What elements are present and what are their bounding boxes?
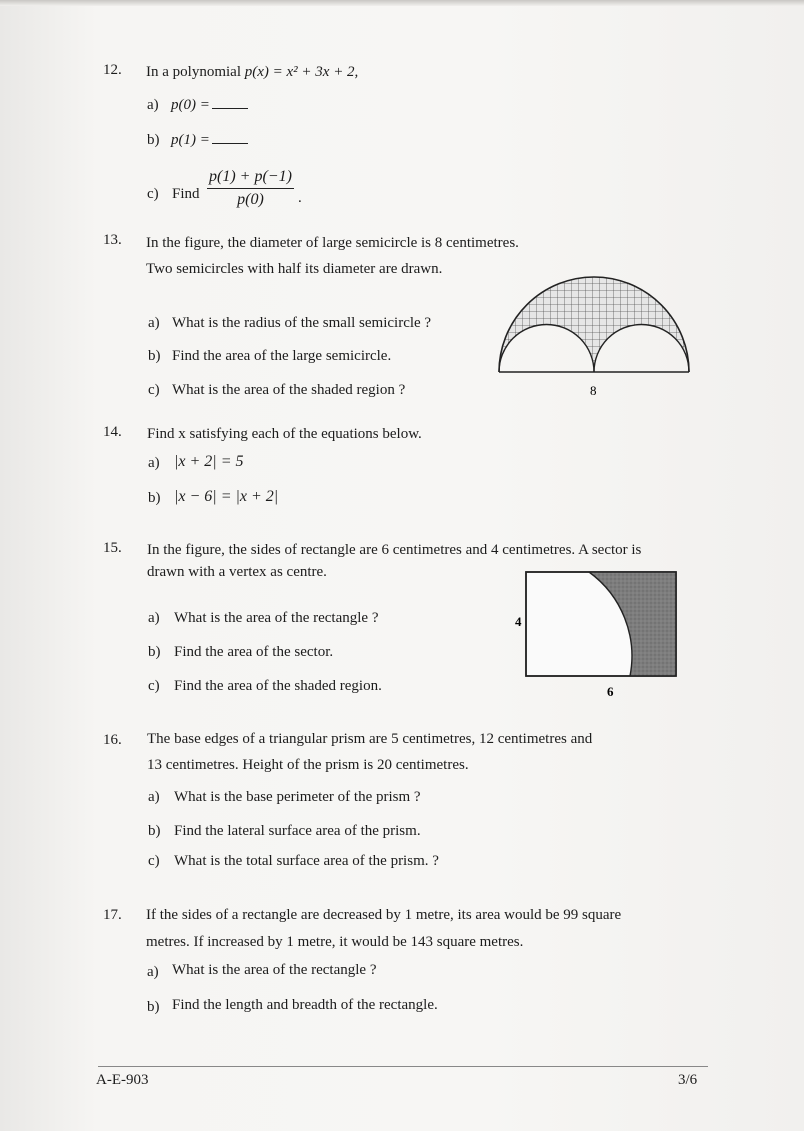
sub-a-text: What is the radius of the small semicircle ? [172, 315, 432, 331]
bottom-label: 6 [607, 684, 614, 699]
sub-a-label: a) [148, 455, 160, 471]
page-number: 3/6 [678, 1072, 698, 1088]
sub-a-text: What is the area of the rectangle ? [172, 962, 377, 978]
sub-c-text: What is the area of the shaded region ? [172, 382, 406, 398]
paper-code: A-E-903 [96, 1072, 149, 1088]
question-line: The base edges of a triangular prism are 5 centimetres, 12 centimetres and [147, 731, 593, 747]
sub-b-text: Find the area of the sector. [174, 644, 334, 660]
sub-a-text: What is the base perimeter of the prism ? [174, 789, 421, 805]
sub-b-label: b) [148, 348, 161, 364]
rectangle-sector-figure [510, 566, 682, 702]
question-line: Two semicircles with half its diameter are drawn. [146, 261, 443, 277]
sub-c-label: c) [148, 853, 160, 869]
question-line: If the sides of a rectangle are decreased by 1 metre, its area would be 99 square [146, 907, 622, 923]
fraction-denominator: p(0) [237, 191, 264, 208]
sub-a-text: What is the area of the rectangle ? [174, 610, 379, 626]
question-stem: In a polynomial p(x) = x² + 3x + 2, [146, 64, 359, 80]
question-number: 17. [103, 907, 122, 923]
fraction [207, 168, 294, 209]
question-number: 12. [103, 62, 122, 78]
sub-b-text: Find the length and breadth of the rectangle. [172, 997, 438, 1013]
question-line: In the figure, the sides of rectangle are 6 centimetres and 4 centimetres. A sector is [147, 542, 642, 558]
sub-b-label: b) [148, 644, 161, 660]
question-line: metres. If increased by 1 metre, it would be 143 square metres. [146, 934, 524, 950]
sub-a-label: a) [147, 964, 159, 980]
equation-a: |x + 2| = 5 [174, 453, 244, 470]
equation-b: |x − 6| = |x + 2| [174, 488, 279, 505]
question-number: 13. [103, 232, 122, 248]
question-number: 16. [103, 732, 122, 748]
question-number: 14. [103, 424, 122, 440]
question-line: drawn with a vertex as centre. [147, 564, 327, 580]
sub-b-label: b) [147, 999, 160, 1015]
sub-c-label: c) [148, 382, 160, 398]
sub-c-text: Find the area of the shaded region. [174, 678, 382, 694]
sub-c-text: What is the total surface area of the prism. ? [174, 853, 439, 869]
period: . [298, 190, 302, 206]
diameter-label: 8 [590, 383, 597, 398]
sub-a-label: a) [148, 610, 160, 626]
sub-b-text: p(1) = [171, 132, 248, 149]
question-line: 13 centimetres. Height of the prism is 20 centimetres. [147, 757, 469, 773]
question-number: 15. [103, 540, 122, 556]
sub-b-text: Find the area of the large semicircle. [172, 348, 392, 364]
sub-b-text: Find the lateral surface area of the prism. [174, 823, 421, 839]
question-stem: Find x satisfying each of the equations below. [147, 426, 422, 442]
shaded-region [499, 277, 689, 372]
sub-b-label: b) [147, 132, 160, 148]
sub-c-find: Find [172, 186, 200, 202]
sub-c-label: c) [148, 678, 160, 694]
sub-c-label: c) [147, 186, 159, 202]
sub-b-label: b) [148, 490, 161, 506]
sub-a-label: a) [147, 97, 159, 113]
question-line: In the figure, the diameter of large semicircle is 8 centimetres. [146, 235, 519, 251]
footer-rule [98, 1066, 708, 1067]
fraction-numerator: p(1) + p(−1) [207, 168, 294, 189]
side-label: 4 [515, 614, 522, 629]
sub-b-label: b) [148, 823, 161, 839]
page-top-edge [0, 0, 804, 6]
answer-blank [212, 108, 248, 109]
sub-a-label: a) [148, 789, 160, 805]
semicircle-figure [494, 262, 694, 402]
sub-a-label: a) [148, 315, 160, 331]
sub-a-text: p(0) = [171, 97, 248, 114]
answer-blank [212, 143, 248, 144]
